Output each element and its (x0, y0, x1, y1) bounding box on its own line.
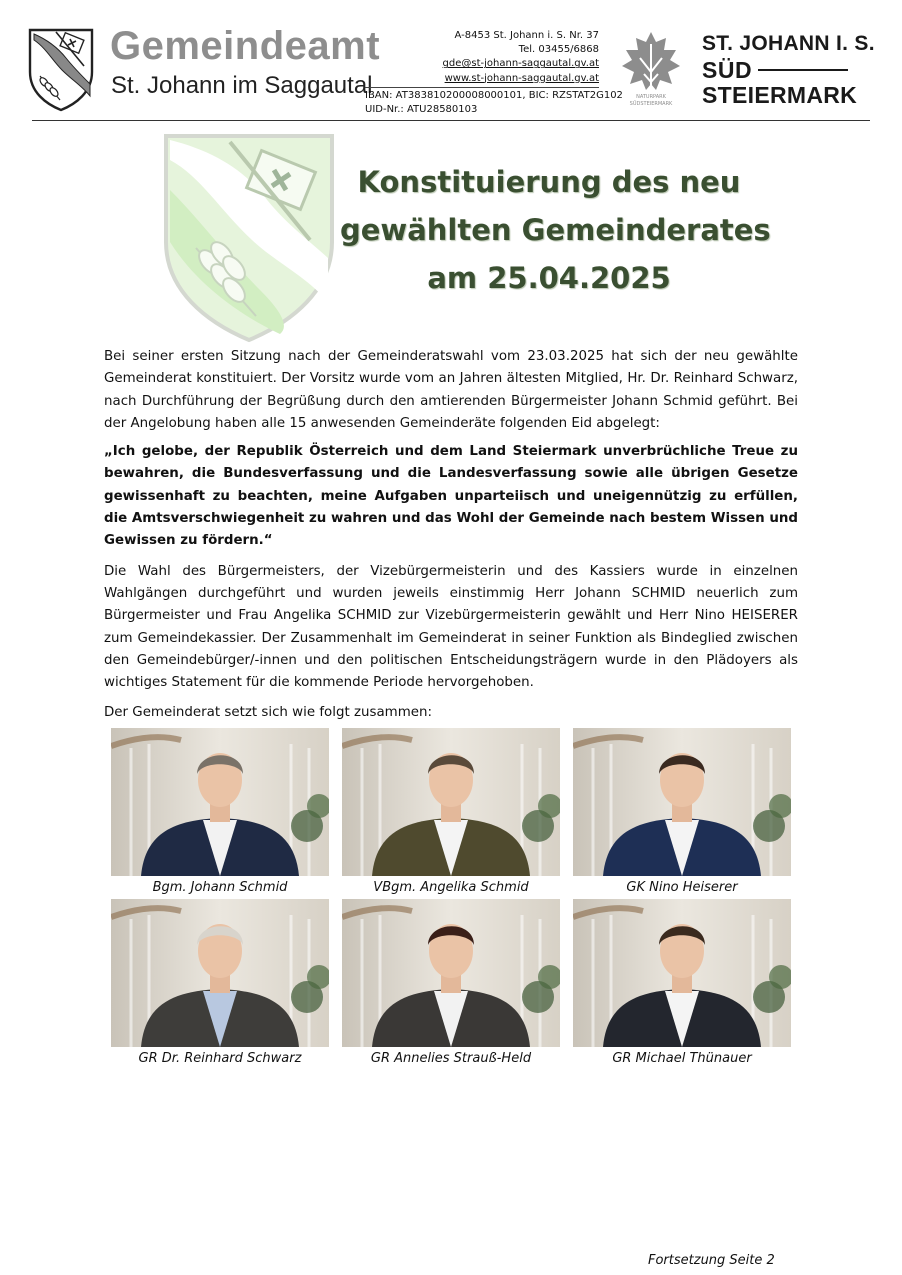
portrait-card (342, 728, 560, 898)
contact-block (365, 29, 623, 117)
paragraph-election: Die Wahl des Bürgermeisters, der Vizebürgermeisterin und des Kassiers wurde in einzelnen Wahlgängen durchgeführt und wurden jeweils einstimmig Herr Johann SCHMID neuerlich zum Bürgermeister und Frau Angelika SCHMID zur Vizebürgermeisterin gewählt und Herr Nino HEISERER zum Gemeindekassier. Der Zusammenhalt im Gemeinderat in seiner Funktion als Bindeglied zwischen den Gemeindebürger/-innen und den politischen Entscheidungsträgern wurde in den Plädoyers als wichtiges Statement für die kommende Periode hervorgehoben. (104, 563, 798, 691)
portrait-card (111, 899, 329, 1069)
tourism-brand (702, 32, 875, 108)
address-line: A-8453 St. Johann i. S. Nr. 37 (454, 30, 599, 41)
brand-line2-row (702, 58, 852, 82)
council-intro: Der Gemeinderat setzt sich wie folgt zusammen: (104, 705, 432, 721)
contact-divider (365, 87, 599, 88)
title-line1: Konstituierung des neu (357, 165, 741, 199)
portrait-card (111, 728, 329, 898)
portrait-caption: Bgm. Johann Schmid (152, 880, 288, 895)
office-name: Gemeindeamt (110, 24, 381, 68)
portrait-card (573, 899, 791, 1069)
article-body (104, 346, 798, 725)
portrait-caption: VBgm. Angelika Schmid (373, 880, 529, 895)
bank-details: IBAN: AT383810200008000101, BIC: RZSTAT2G102 (365, 89, 623, 101)
portrait-caption: GR Annelies Strauß-Held (370, 1051, 532, 1066)
paragraph-intro: Bei seiner ersten Sitzung nach der Gemeinderatswahl vom 23.03.2025 hat sich der neu gewählte Gemeinderat konstituiert. Der Vorsitz wurde vom an Jahren ältesten Mitglied, Hr. Dr. Reinhard Schwarz, nach Durchführung der Begrüßung durch den amtierenden Bürgermeister Johann Schmid geführt. Bei der Angelobung haben alle 15 anwesenden Gemeinderäte folgenden Eid abgelegt: (104, 349, 798, 431)
title-line2: gewählten Gemeinderates (340, 213, 771, 247)
portrait-photo (111, 728, 329, 876)
brand-line2: SÜD (702, 57, 753, 83)
municipal-crest-icon (26, 26, 96, 112)
brand-rule (758, 69, 848, 71)
naturpark-line1: NATURPARK (636, 94, 666, 100)
website-link[interactable]: www.st-johann-saggautal.gv.at (444, 72, 599, 84)
brand-line1: ST. JOHANN I. S. (702, 32, 875, 55)
portrait-caption: GR Dr. Reinhard Schwarz (138, 1051, 302, 1066)
portrait-photo (342, 728, 560, 876)
coat-of-arms-icon (160, 130, 338, 344)
email-link[interactable]: gde@st-johann-saggautal.gv.at (442, 58, 599, 70)
portrait-photo (111, 899, 329, 1047)
naturpark-leaf-logo (618, 28, 684, 108)
phone-line: Tel. 03455/6868 (518, 44, 599, 56)
portrait-caption: GR Michael Thünauer (612, 1051, 752, 1066)
letterhead (0, 0, 902, 122)
naturpark-line2: SÜDSTEIERMARK (629, 101, 673, 107)
continuation-note: Fortsetzung Seite 2 (648, 1253, 775, 1268)
title-line3: am 25.04.2025 (427, 261, 671, 295)
vat-number: UID-Nr.: ATU28580103 (365, 104, 478, 116)
portrait-photo (342, 899, 560, 1047)
office-subtitle: St. Johann im Saggautal (111, 72, 373, 99)
portrait-caption: GK Nino Heiserer (626, 880, 738, 895)
brand-line3: STEIERMARK (702, 82, 858, 108)
portrait-photo (573, 728, 791, 876)
portrait-photo (573, 899, 791, 1047)
header-divider (32, 120, 870, 121)
portrait-card (573, 728, 791, 898)
oath-text: „Ich gelobe, der Republik Österreich und dem Land Steiermark unverbrüchliche Treue zu bewahren, die Bundesverfassung und die Landesverfassung sowie alle übrigen Gesetze gewissenhaft zu beachten, meine Aufgaben unparteiisch und uneigennützig zu erfüllen, die Amtsverschwiegenheit zu wahren und das Wohl der Gemeinde nach bestem Wissen und Gewissen zu fördern.“ (104, 444, 798, 549)
page-title (340, 158, 771, 302)
portrait-card (342, 899, 560, 1069)
